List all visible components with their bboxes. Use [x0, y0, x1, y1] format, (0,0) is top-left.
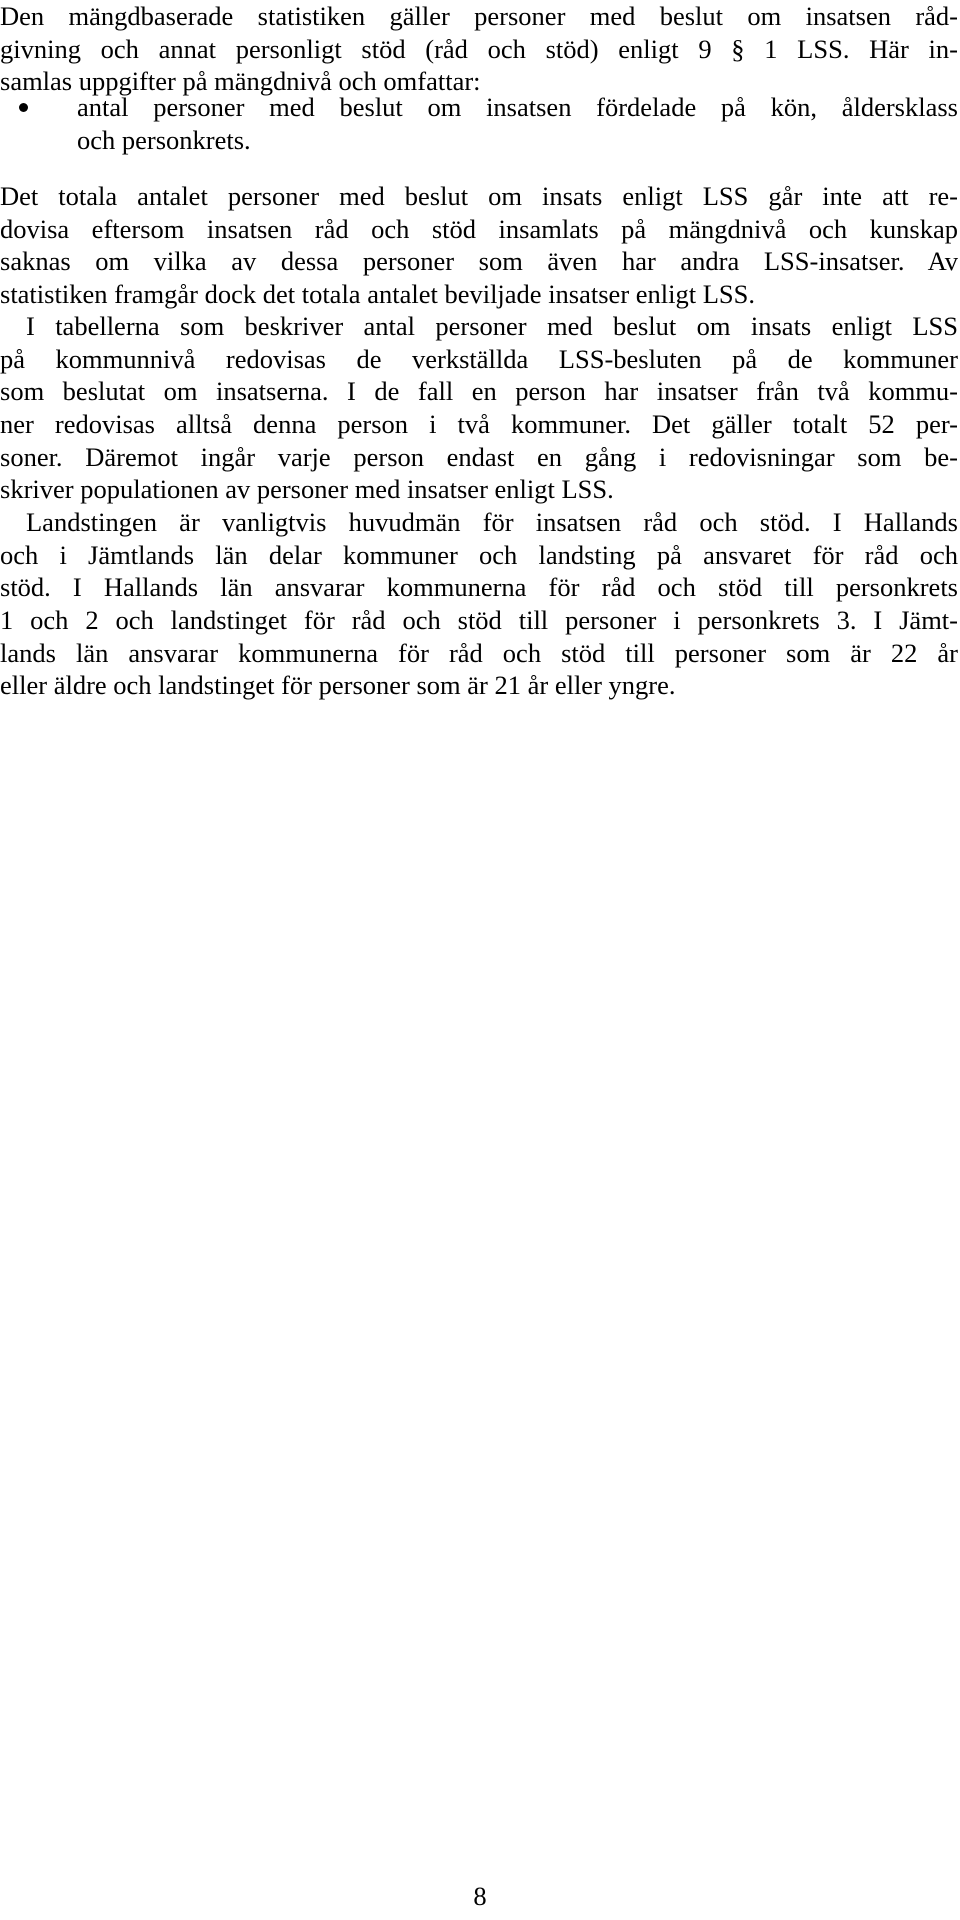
paragraph-total-persons: [0, 180, 958, 311]
bullet-text: [77, 91, 958, 124]
paragraph-line: eller äldre och landstinget för personer som är 21 år eller yngre.: [0, 670, 676, 701]
paragraph-line: soner. Däremot ingår varje person endast en gång i redovisningar som be-: [0, 441, 958, 472]
intro-paragraph: [0, 0, 958, 98]
bullet-continuation: [77, 124, 958, 157]
bullet-icon: [19, 103, 28, 112]
paragraph-line: ner redovisas alltså denna person i två kommuner. Det gäller totalt 52 per-: [0, 409, 958, 440]
paragraph-line: statistiken framgår dock det totala antalet beviljade insatser enligt LSS.: [0, 279, 756, 310]
paragraph-municipality-tables: [0, 310, 958, 506]
paragraph-line: dovisa eftersom insatsen råd och stöd insamlats på mängdnivå och kunskap: [0, 213, 958, 244]
bullet-line: och personkrets.: [77, 124, 251, 155]
paragraph-line: som beslutat om insatserna. I de fall en person har insatser från två kommu-: [0, 376, 958, 407]
paragraph-line: på kommunnivå redovisas de verkställda LSS-besluten på de kommuner: [0, 343, 958, 374]
paragraph-line: Det totala antalet personer med beslut om insats enligt LSS går inte att re-: [0, 181, 958, 211]
paragraph-line: Landstingen är vanligtvis huvudmän för insatsen råd och stöd. I Hallands: [26, 507, 958, 537]
paragraph-line: stöd. I Hallands län ansvarar kommunerna för råd och stöd till personkrets: [0, 572, 958, 603]
paragraph-line: 1 och 2 och landstinget för råd och stöd till personer i personkrets 3. I Jämt-: [0, 605, 958, 636]
paragraph-line: och i Jämtlands län delar kommuner och landsting på ansvaret för råd och: [0, 539, 958, 570]
paragraph-line: lands län ansvarar kommunerna för råd och stöd till personer som är 22 år: [0, 637, 958, 668]
intro-line: samlas uppgifter på mängdnivå och omfattar:: [0, 66, 481, 97]
paragraph-line: saknas om vilka av dessa personer som även har andra LSS-insatser. Av: [0, 246, 958, 277]
intro-line: givning och annat personligt stöd (råd och stöd) enligt 9 § 1 LSS. Här in-: [0, 33, 958, 64]
paragraph-line: skriver populationen av personer med insatser enligt LSS.: [0, 474, 614, 505]
page-number: 8: [473, 1881, 487, 1911]
intro-line: Den mängdbaserade statistiken gäller personer med beslut om insatsen råd-: [0, 1, 958, 31]
paragraph-line: I tabellerna som beskriver antal personer med beslut om insats enligt LSS: [26, 311, 958, 341]
bullet-line: antal personer med beslut om insatsen fördelade på kön, åldersklass: [77, 92, 958, 122]
paragraph-county-councils: [0, 506, 958, 702]
